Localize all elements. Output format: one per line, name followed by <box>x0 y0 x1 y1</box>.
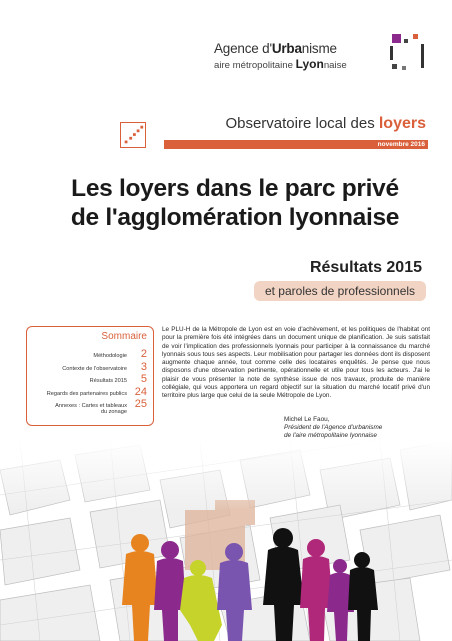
agency-title: Agence d'Urbanisme <box>214 41 337 56</box>
toc-item[interactable]: Annexes : Cartes et tableaux du zonage 25 <box>55 398 147 415</box>
toc-item[interactable]: Résultats 2015 5 <box>89 373 147 385</box>
observatory-title: Observatoire local des loyers <box>225 115 426 132</box>
table-of-contents <box>26 326 154 426</box>
signature <box>284 416 434 440</box>
toc-title: Sommaire <box>101 331 147 342</box>
signature-name: Michel Le Faou, <box>284 416 330 423</box>
date-bar <box>164 140 428 149</box>
agency-subtitle: aire métropolitaine Lyonnaise <box>214 57 347 71</box>
signature-role-2: de l'aire métropolitaine lyonnaise <box>284 432 377 439</box>
page-title <box>40 174 430 232</box>
toc-item[interactable]: Méthodologie 2 <box>93 348 147 360</box>
publication-date: novembre 2016 <box>377 141 425 148</box>
subtitle: Résultats 2015 <box>309 259 422 276</box>
toc-item[interactable]: Contexte de l'observatoire 3 <box>62 360 147 373</box>
agency-name <box>214 41 364 71</box>
agency-logo-icon <box>384 30 426 72</box>
city-map-illustration <box>0 440 452 641</box>
intro-paragraph: Le PLU-H de la Métropole de Lyon est en voie d'achèvement, et les politiques de l'habitat ont pour la première fois été intégrées dans un document unique de planification. Je suis satisfait de voir l'implication des professionnels lyonnais pour participer à la connaissance du marché lyonnais sous tous ses aspects. Leur mobilisation pour partager les données dont ils disposent augmente chaque année, tout comme celle des locataires enquêtés. Je pense que nous disposons d'une observation pertinente, opérationnelle et utile pour tous les acteurs. J'ai le plaisir de vous présenter la note de synthèse issue de nos travaux, produite de manière collégiale, qui vous apportera un regard objectif sur la situation du marché locatif privé d'un territoire plus large que celui de la seule Métropole de Lyon. <box>162 326 430 399</box>
title-line-1: Les loyers dans le parc privé <box>71 175 399 202</box>
signature-role-1: Président de l'Agence d'urbanisme <box>284 424 383 431</box>
toc-item[interactable]: Regards des partenaires publics 24 <box>46 385 147 398</box>
title-line-2: de l'agglomération lyonnaise <box>70 204 400 231</box>
observatory-icon <box>120 122 146 148</box>
tag-badge: et paroles de professionnels <box>254 281 426 301</box>
